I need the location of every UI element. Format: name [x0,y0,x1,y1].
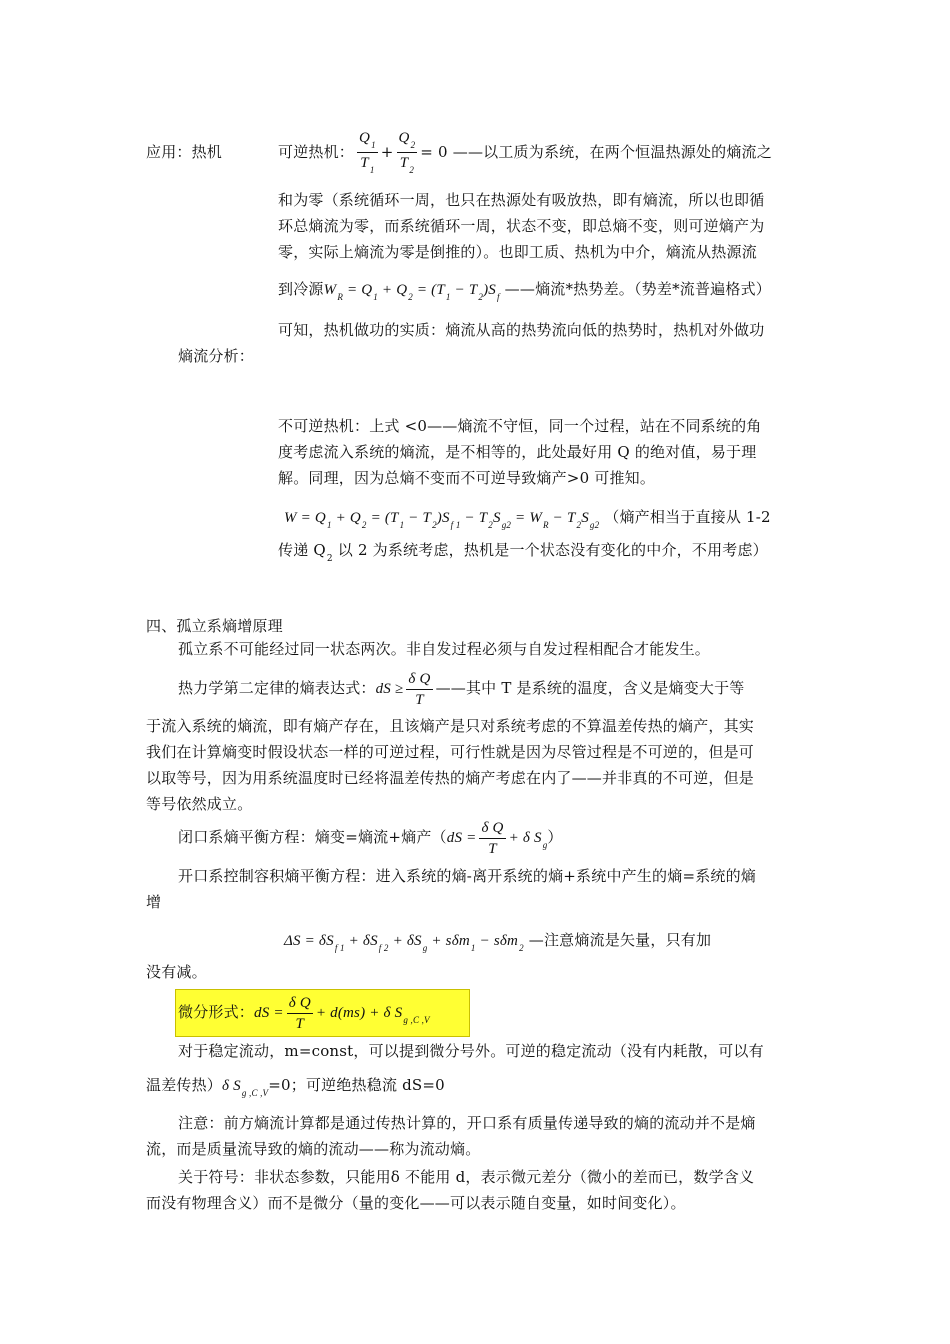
second-law-line5: 等号依然成立。 [146,795,253,813]
irreversible-work-tail: （熵产相当于直接从 1-2 [604,508,771,526]
application-label: 应用：热机 [146,143,223,161]
symbol-line2: 而没有物理含义）而不是微分（量的变化——可以表示随自变量，如时间变化）。 [146,1194,686,1212]
work-equation: $W_R = Q_1 + Q_2 = (T_1 - T_2)S_f$ [323,282,500,302]
para1-line1: 和为零（系统循环一周，也只在热源处有吸放热，即有熵流，所以也即循 [278,191,765,209]
second-law-line2: 于流入系统的熵流，即有熵产存在，且该熵产是只对系统考虑的不算温差传热的熵产，其实 [146,717,755,735]
second-law-line4: 以取等号，因为用系统温度时已经将温差传热的熵产考虑在内了——并非真的不可逆，但是 [146,769,755,787]
entropy-generation-term: δ $S_{g ,C ,V}$ [222,1078,269,1098]
steady-flow-line2 [146,1075,445,1103]
section-heading: 四、孤立系熵增原理 [146,617,283,635]
reversible-engine-line: 可逆热机： $\frac{Q_1}{T_1}$ + $\frac{Q_2}{T_2}$ = 0 ——以工质为系统，在两个恒温热源处的熵流之 [278,130,772,175]
closed-system-prefix: 闭口系熵平衡方程：熵变=熵流+熵产（ [178,828,447,846]
para1-line2: 环总熵流为零，而系统循环一周，状态不变，即总熵不变，则可逆熵产为 [278,217,765,235]
entropy-balance-line: $\Delta S = \delta S_{f 1} + \delta S_{f 2} + \delta S_g + s\delta m_1 - s\delta m_2$ —注意熵流是矢量，只有加 [284,931,712,953]
open-system-line1: 开口系控制容积熵平衡方程：进入系统的熵-离开系统的熵+系统中产生的熵=系统的熵 [178,867,757,885]
cold-source-line [278,279,771,307]
transfer-subscript: 2 [326,554,333,564]
symbol-line1: 关于符号：非状态参数，只能用δ 不能用 d，表示微元差分（微小的差而已，数学含义 [178,1168,755,1186]
steady-flow-prefix: 温差传热） [146,1076,223,1094]
reversible-description: ——以工质为系统，在两个恒温热源处的熵流之 [452,143,772,161]
note-line1: 注意：前方熵流计算都是通过传热计算的，开口系有质量传递导致的熵的流动并不是熵 [178,1114,756,1132]
closed-system-equation: dS = $\frac{\text{δ Q}}{T}$ + δ $S_g$ [446,819,548,857]
second-law-inequality: dS ≥ $\frac{\text{δ Q}}{T}$ [375,670,431,708]
irreversible-work-equation: $W = Q_1 + Q_2 = (T_1 - T_2)S_{f 1} - T_2S_{g2} = W_R - T_2S_{g2}$ [284,510,600,530]
para1-line3: 零，实际上熵流为零是倒推的）。也即工质、热机为中介，熵流从热源流 [278,243,757,261]
fraction-q2-t2: $\frac{Q_2}{T_2}$ [398,130,416,175]
differential-form-equation: dS = $\frac{\text{δ Q}}{T}$ + d(ms) + δ $S_{g ,C ,V}$ [254,994,430,1032]
irreversible-line3: 解。同理，因为总熵不变而不可逆导致熵产>0 可推知。 [278,469,656,487]
note-line2: 流，而是质量流导致的熵的流动——称为流动熵。 [146,1140,481,1158]
irreversible-line1: 不可逆热机：上式 <0——熵流不守恒，同一个过程，站在不同系统的角 [278,417,762,435]
entropy-flow-analysis-label: 熵流分析： [178,347,255,365]
second-law-line [178,666,745,711]
second-law-description: ——其中 T 是系统的温度，含义是熵变大于等 [435,679,745,697]
essence-line: 可知，热机做功的实质：熵流从高的热势流向低的热势时，热机对外做功 [278,321,765,339]
irreversible-work-line [284,507,771,535]
isolated-system-line: 孤立系不可能经过同一状态两次。非自发过程必须与自发过程相配合才能发生。 [178,640,711,658]
transfer-text-a: 传递 Q [278,541,326,559]
closed-system-line [178,815,563,867]
steady-flow-suffix: =0；可逆绝热稳流 dS=0 [268,1076,445,1094]
differential-form-label: 微分形式： [178,1003,255,1021]
cold-source-prefix: 到冷源 [278,280,324,298]
closed-system-suffix: ） [547,828,563,846]
open-system-line2: 增 [146,893,162,911]
second-law-prefix: 热力学第二定律的熵表达式： [178,679,376,697]
transfer-text-b: 以 2 为系统考虑，热机是一个状态没有变化的中介，不用考虑） [332,541,768,559]
steady-flow-line1: 对于稳定流动，m=const，可以提到微分号外。可逆的稳定流动（没有内耗散，可以有 [178,1042,764,1060]
fraction-q1-t1: $\frac{Q_1}{T_1}$ [359,130,376,175]
entropy-balance-line2: 没有减。 [146,963,207,981]
irreversible-line2: 度考虑流入系统的熵流，是不相等的，此处最好用 Q 的绝对值，易于理 [278,443,757,461]
entropy-balance-tail: 注意熵流是矢量，只有加 [543,931,712,949]
second-law-line3: 我们在计算熵变时假设状态一样的可逆过程，可行性就是因为尽管过程是不可逆的，但是可 [146,743,755,761]
differential-form-line [178,990,430,1042]
transfer-line [278,540,768,569]
reversible-label: 可逆热机： [278,143,355,161]
cold-source-description: ——熵流*热势差。（势差*流普遍格式） [504,280,771,298]
entropy-balance-equation: $\Delta S = \delta S_{f 1} + \delta S_{f 2} + \delta S_g + s\delta m_1 - s\delta m_2$ [284,933,524,953]
